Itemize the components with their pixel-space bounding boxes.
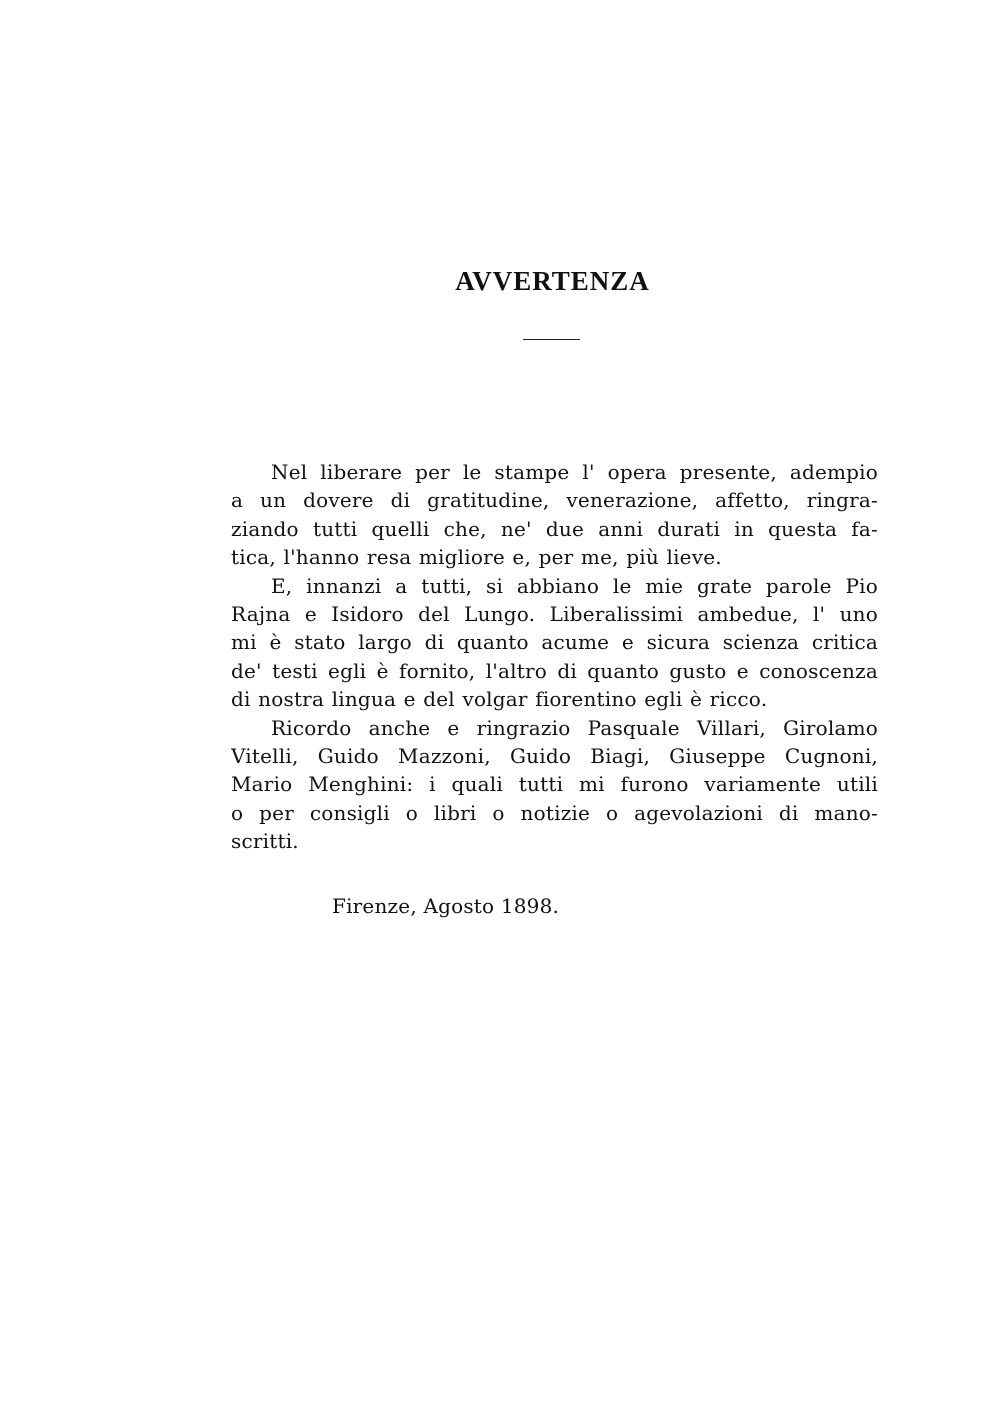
title-divider	[523, 339, 580, 340]
paragraph-3	[231, 714, 878, 856]
text-line: mi è stato largo di quanto acume e sicura scienza critica	[231, 630, 878, 655]
body-text	[231, 458, 878, 856]
text-line: a un dovere di gratitudine, venerazione, affetto, ringra-	[231, 488, 878, 513]
text-line: o per consigli o libri o notizie o agevolazioni di mano-	[231, 800, 878, 825]
text-line: de' testi egli è fornito, l'altro di quanto gusto e conoscenza	[231, 658, 878, 683]
paragraph-2	[231, 572, 878, 714]
page-title: AVVERTENZA	[455, 266, 650, 296]
text-line: Rajna e Isidoro del Lungo. Liberalissimi ambedue, l' uno	[231, 602, 878, 627]
place-date-signature: Firenze, Agosto 1898.	[332, 894, 560, 918]
text-line: Ricordo anche e ringrazio Pasquale Villari, Girolamo	[271, 715, 878, 740]
paragraph-1	[231, 458, 878, 572]
text-line: di nostra lingua e del volgar fiorentino egli è ricco.	[231, 687, 768, 712]
text-line: E, innanzi a tutti, si abbiano le mie grate parole Pio	[271, 573, 878, 598]
text-line: Mario Menghini: i quali tutti mi furono variamente utili	[231, 772, 878, 797]
text-line: scritti.	[231, 829, 299, 854]
text-line: tica, l'hanno resa migliore e, per me, più lieve.	[231, 545, 722, 570]
text-line: Vitelli, Guido Mazzoni, Guido Biagi, Giuseppe Cugnoni,	[231, 744, 878, 769]
text-line: ziando tutti quelli che, ne' due anni durati in questa fa-	[231, 516, 878, 541]
text-line: Nel liberare per le stampe l' opera presente, adempio	[271, 460, 878, 484]
